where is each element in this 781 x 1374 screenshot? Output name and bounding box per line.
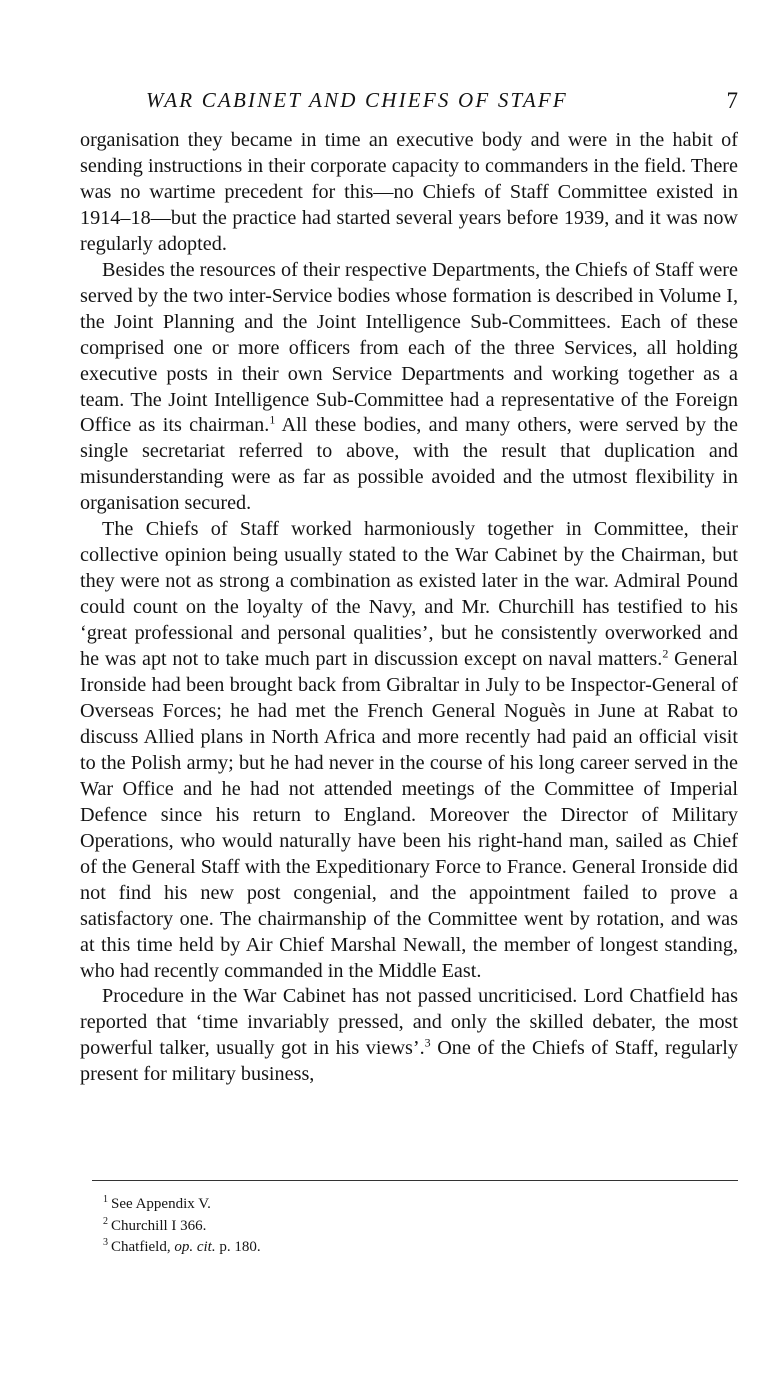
footnote-1-marker: 1 [103, 1194, 108, 1205]
footnote-1 [103, 1194, 723, 1216]
footnote-ref-2: 2 [662, 646, 669, 661]
footnote-3-text-italic: op. cit. [174, 1239, 216, 1255]
paragraph-4 [80, 984, 738, 1088]
footnote-3-marker: 3 [103, 1237, 108, 1248]
paragraph-3-text-b: General Ironside had been brought back from Gibraltar in July to be Inspector-General of Overseas Forces; he had met the French General Noguès in June at Rabat to discuss Allied plans in North Africa and more recently had paid an official visit to the Polish army; but he had never in the course of his long career served in the War Office and he had not attended meetings of the Committee of Imperial Defence since his return to England. Moreover the Director of Military Operations, who would naturally have been his right-hand man, sailed as Chief of the General Staff with the Expeditionary Force to France. General Ironside did not find his new post congenial, and the appointment failed to prove a satisfactory one. The chairmanship of the Committee went by rotation, and was at this time held by Air Chief Marshal Newall, the member of longest standing, who had recently commanded in the Middle East. [80, 648, 738, 982]
paragraph-4-text-b: One of the Chiefs of Staff, regularly present for military business, [80, 1037, 738, 1086]
paragraph-4-text-a: Procedure in the War Cabinet has not passed uncriticised. Lord Chatfield has reported that ‘time invariably pressed, and only the skilled debater, the most powerful talker, usually got in his views’. [80, 985, 738, 1060]
paragraph-2-text-b: All these bodies, and many others, were served by the single secretariat referred to above, with the result that duplication and misunderstanding were as far as possible avoided and the utmost flexibility in organisation secured. [80, 414, 738, 515]
footnote-2-marker: 2 [103, 1215, 108, 1227]
page-number: 7 [726, 88, 738, 113]
paragraph-1-text: organisation they became in time an executive body and were in the habit of sending instructions in their corporate capacity to commanders in the field. There was no wartime precedent for this—no Chiefs of Staff Committee existed in 1914–18—but the practice had started several years before 1939, and it was now regularly adopted. [80, 129, 738, 255]
footnote-ref-3: 3 [424, 1035, 431, 1050]
footnote-1-text: See Appendix V. [111, 1196, 211, 1212]
footnote-2-text: Churchill I 366. [111, 1217, 207, 1234]
paragraph-2 [80, 258, 738, 518]
footnote-3-text-b: p. 180. [215, 1239, 261, 1255]
footnote-ref-1: 1 [269, 412, 276, 427]
running-title: WAR CABINET AND CHIEFS OF STAFF [146, 88, 568, 112]
paragraph-3 [80, 517, 738, 984]
footnote-2 [103, 1216, 723, 1238]
paragraph-3-text-a: The Chiefs of Staff worked harmoniously together in Committee, their collective opinion being usually stated to the War Cabinet by the Chairman, but they were not as strong a combination as existed later in the war. Admiral Pound could count on the loyalty of the Navy, and Mr. Churchill has testified to his ‘great professional and personal qualities’, but he consistently overworked and he was apt not to take much part in discussion except on naval matters. [80, 518, 738, 671]
footnote-3 [103, 1237, 723, 1259]
paragraph-1 [80, 128, 738, 258]
footnotes [103, 1194, 723, 1259]
footnote-3-text-a: Chatfield, [111, 1239, 175, 1255]
footnote-divider [92, 1180, 738, 1181]
body-text [80, 128, 738, 1088]
running-head [80, 84, 738, 124]
paragraph-2-text-a: Besides the resources of their respective Departments, the Chiefs of Staff were served by the two inter-Service bodies whose formation is described in Volume I, the Joint Planning and the Joint Intelligence Sub-Committees. Each of these comprised one or more officers from each of the three Services, all holding executive posts in their own Service Departments and working together as a team. The Joint Intelligence Sub-Committee had a representative of the Foreign Office as its chairman. [80, 258, 738, 437]
